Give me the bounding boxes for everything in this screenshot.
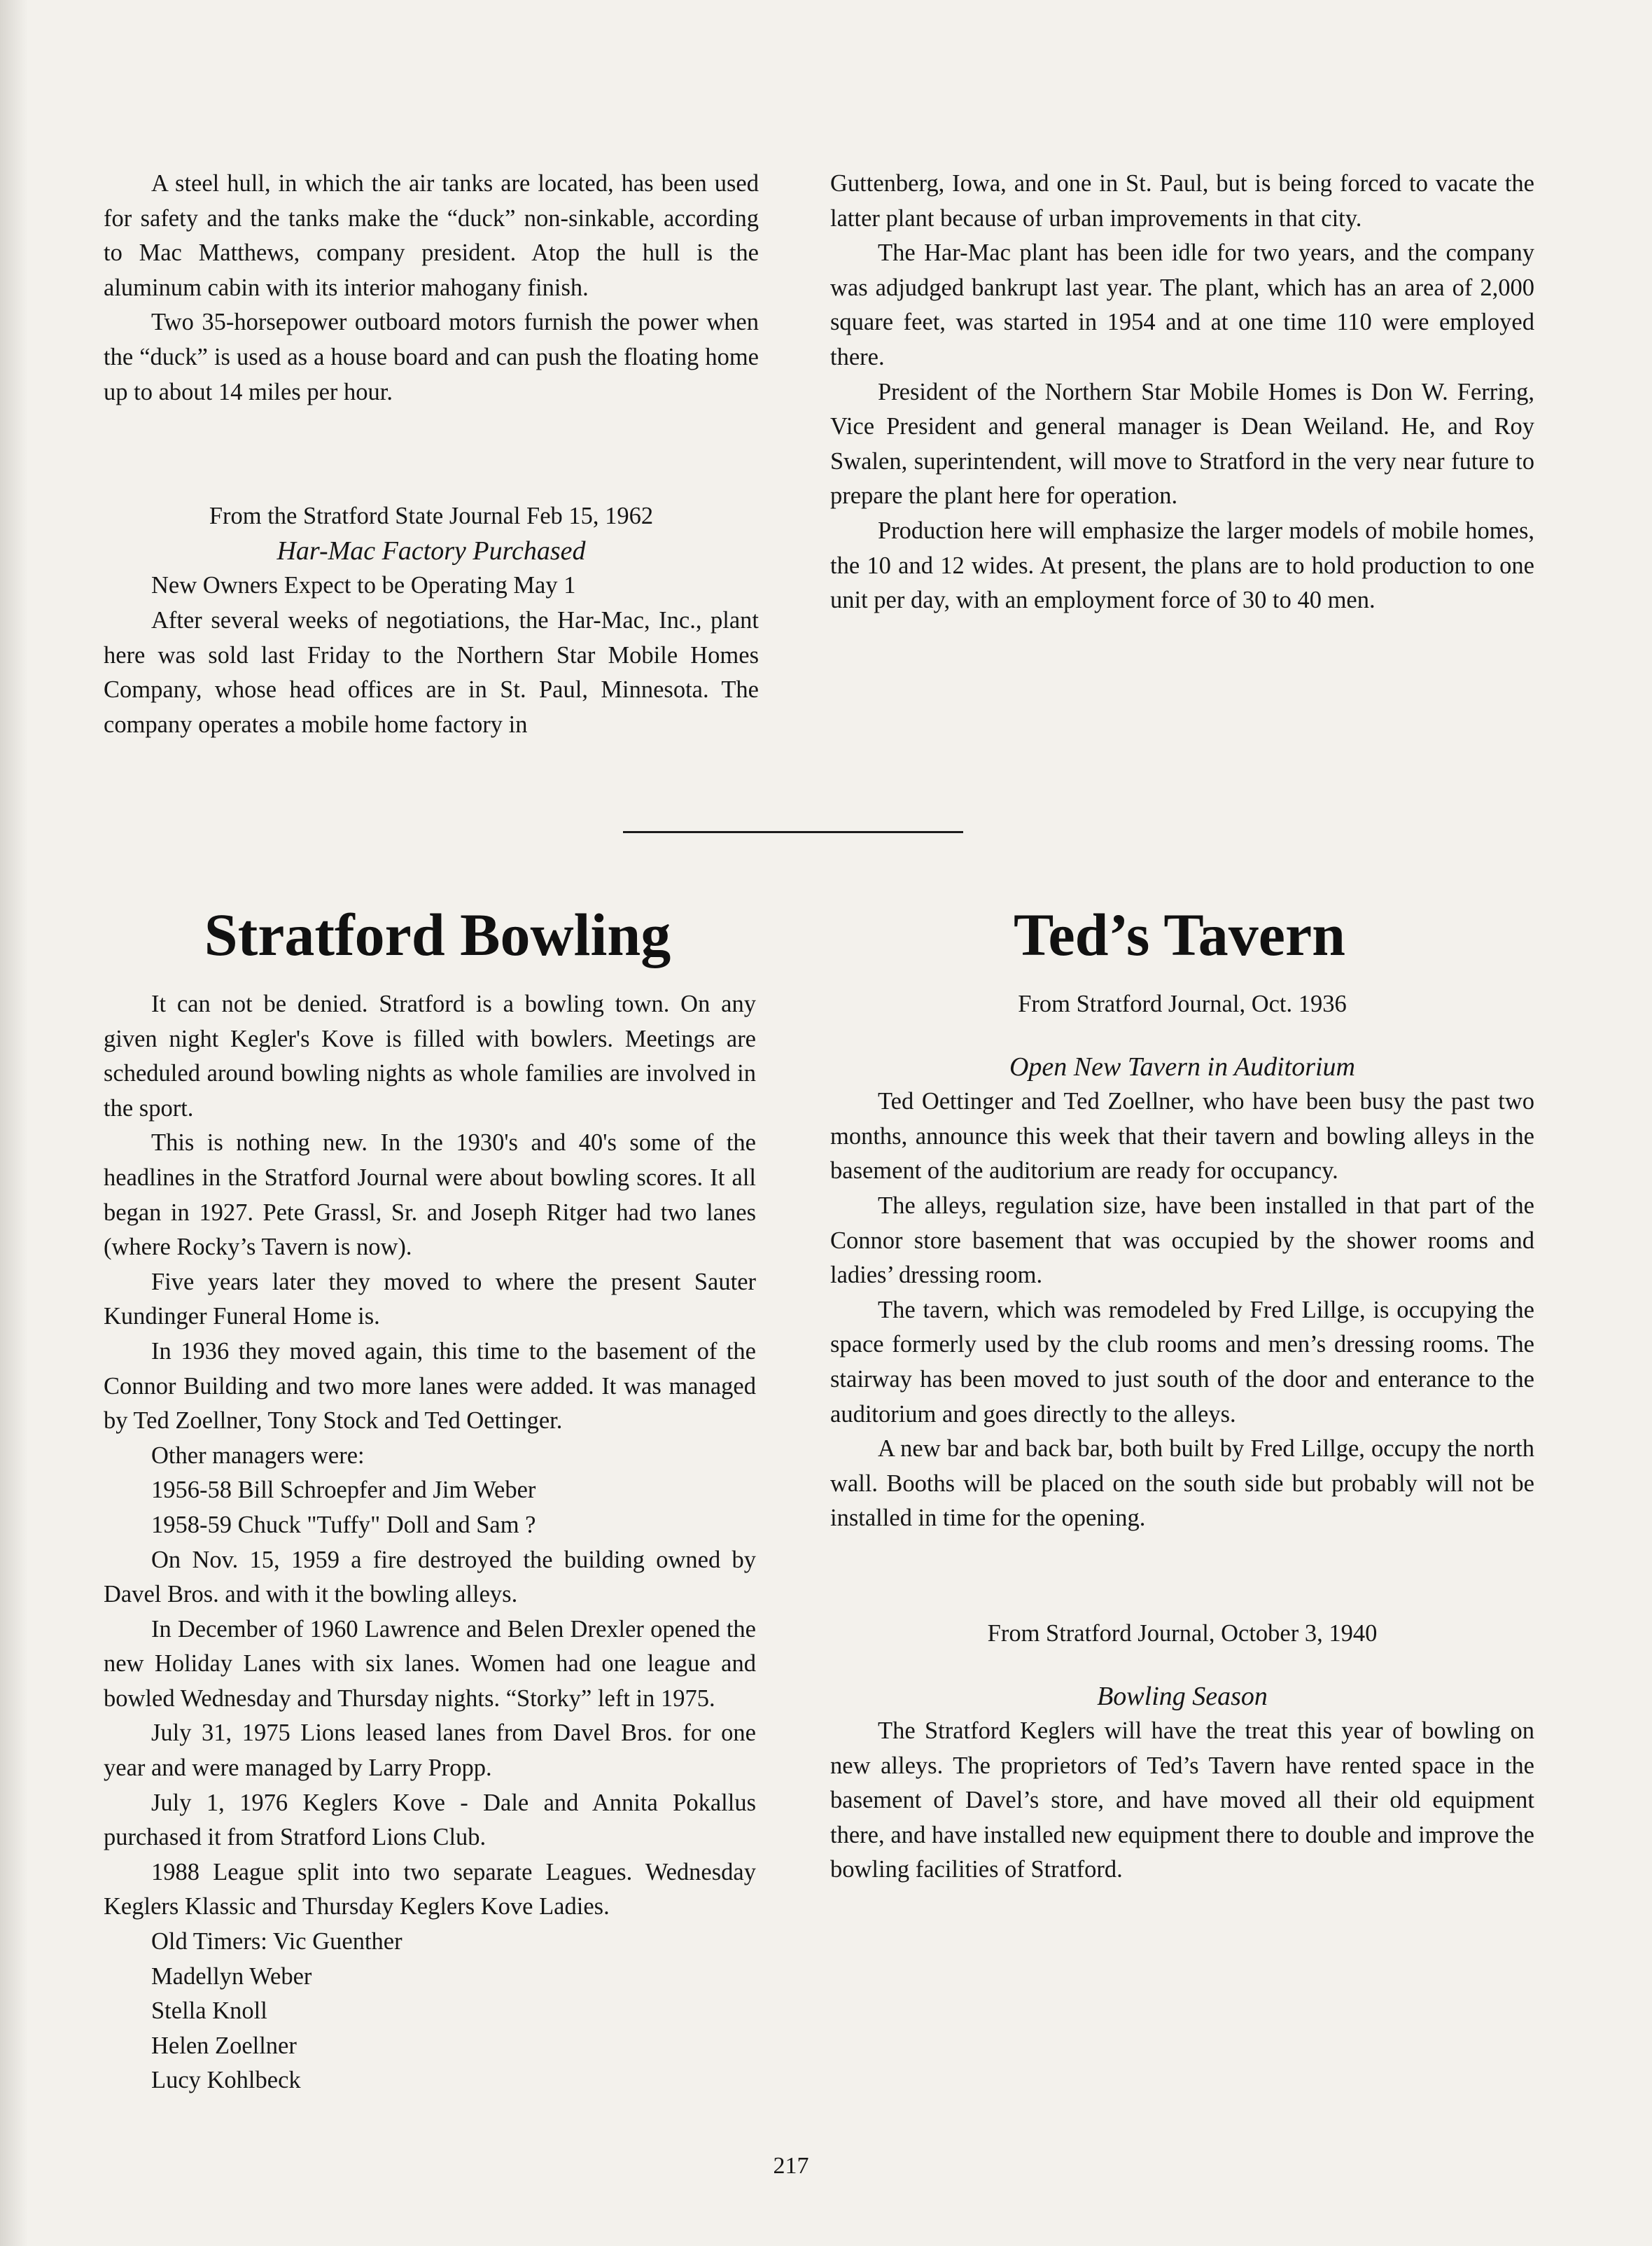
list-item: Helen Zoellner [151, 2032, 297, 2059]
article-headline: Open New Tavern in Auditorium [1009, 1052, 1356, 1082]
list-item: Other managers were: [151, 1442, 365, 1469]
paragraph: Two 35-horsepower outboard motors furnish the power when the “duck” is used as a house board and can push the floating home up to about 14 miles per hour. [104, 309, 759, 405]
list-item: 1958-59 Chuck "Tuffy" Doll and Sam ? [151, 1511, 536, 1538]
list-item: Stella Knoll [151, 1997, 267, 2025]
paragraph: In 1936 they moved again, this time to the basement of the Connor Building and two more lanes were added. It was managed by Ted Zoellner, Tony Stock and Ted Oettinger. [104, 1337, 756, 1435]
article-headline: Bowling Season [1097, 1681, 1268, 1711]
spacer [104, 410, 759, 499]
paragraph: 1988 League split into two separate Leagues. Wednesday Keglers Klassic and Thursday Keglers Kove Ladies. [104, 1858, 756, 1920]
paragraph: President of the Northern Star Mobile Homes is Don W. Ferring, Vice President and general manager is Dean Weiland. He, and Roy Swalen, superintendent, will move to Stratford in the very near future to prepare the plant here for operation. [830, 378, 1534, 510]
paragraph: The tavern, which was remodeled by Fred Lillge, is occupying the space formerly used by the club rooms and men’s dressing rooms. The stairway has been moved to just south of the door and enterance to the auditorium and goes directly to the alleys. [830, 1296, 1534, 1428]
paragraph: The Stratford Keglers will have the treat this year of bowling on new alleys. The proprietors of Ted’s Tavern have rented space in the basement of Davel’s store, and have moved all their old equipment there, and have installed new equipment there to double and improve the bowling facilities of Stratford. [830, 1717, 1534, 1883]
top-left-column [104, 167, 759, 742]
list-item: 1956-58 Bill Schroepfer and Jim Weber [151, 1477, 536, 1504]
list-item: Lucy Kohlbeck [151, 2067, 301, 2094]
article-source: From Stratford Journal, October 3, 1940 [987, 1619, 1378, 1647]
paragraph: Production here will emphasize the larger models of mobile homes, the 10 and 12 wides. At present, the plans are to hold production to one unit per day, with an employment force of 30 to 40 men. [830, 517, 1534, 614]
paragraph: It can not be denied. Stratford is a bowling town. On any given night Kegler's Kove is filled with bowlers. Meetings are scheduled around bowling nights as whole families are involved in the sport. [104, 991, 756, 1122]
paragraph: Five years later they moved to where the present Sauter Kundinger Funeral Home is. [104, 1268, 756, 1330]
paragraph: Guttenberg, Iowa, and one in St. Paul, but is being forced to vacate the latter plant because of urban improvements in that city. [830, 170, 1534, 232]
paragraph: After several weeks of negotiations, the Har-Mac, Inc., plant here was sold last Friday to the Northern Star Mobile Homes Company, whose head offices are in St. Paul, Minnesota. The company operates a mobile home factory in [104, 606, 759, 738]
paragraph: The Har-Mac plant has been idle for two years, and the company was adjudged bankrupt last year. The plant, which has an area of 2,000 square feet, was started in 1954 and at one time 110 were employed there. [830, 239, 1534, 370]
article-subhead: New Owners Expect to be Operating May 1 [151, 572, 576, 599]
paragraph: On Nov. 15, 1959 a fire destroyed the building owned by Davel Bros. and with it the bowling alleys. [104, 1546, 756, 1608]
article-source: From Stratford Journal, Oct. 1936 [1018, 991, 1347, 1017]
paragraph: July 31, 1975 Lions leased lanes from Davel Bros. for one year and were managed by Larry Propp. [104, 1720, 756, 1782]
section-divider [623, 831, 963, 833]
paragraph: A steel hull, in which the air tanks are located, has been used for safety and the tanks make the “duck” non-sinkable, according to Mac Matthews, company president. Atop the hull is the aluminum cabin with its interior mahogany finish. [104, 170, 759, 301]
tavern-article [830, 987, 1534, 1888]
page-number: 217 [773, 2153, 809, 2179]
list-item: Old Timers: Vic Guenther [151, 1928, 402, 1955]
article-source: From the Stratford State Journal Feb 15, 1962 [209, 503, 654, 530]
section-heading-teds-tavern: Ted’s Tavern [1014, 901, 1345, 968]
paragraph: This is nothing new. In the 1930's and 40's some of the headlines in the Stratford Journal were about bowling scores. It all began in 1927. Pete Grassl, Sr. and Joseph Ritger had two lanes (where Rocky’s Tavern is now). [104, 1129, 756, 1261]
spacer [830, 1652, 1534, 1680]
paragraph: A new bar and back bar, both built by Fred Lillge, occupy the north wall. Booths will be placed on the south side but probably will not be installed in time for the opening. [830, 1435, 1534, 1532]
spacer [830, 1022, 1534, 1050]
bowling-article [104, 987, 756, 2098]
paragraph: Ted Oettinger and Ted Zoellner, who have been busy the past two months, announce this week that their tavern and bowling alleys in the basement of the auditorium are ready for occupancy. [830, 1088, 1534, 1185]
page-edge-shadow [0, 0, 28, 2246]
paragraph: July 1, 1976 Keglers Kove - Dale and Annita Pokallus purchased it from Stratford Lions Club. [104, 1789, 756, 1851]
paragraph: In December of 1960 Lawrence and Belen Drexler opened the new Holiday Lanes with six lanes. Women had one league and bowled Wednesday and Thursday nights. “Storky” left in 1975. [104, 1615, 756, 1712]
section-heading-stratford-bowling: Stratford Bowling [204, 901, 671, 968]
paragraph: The alleys, regulation size, have been installed in that part of the Connor store basement that was occupied by the shower rooms and ladies’ dressing room. [830, 1192, 1534, 1289]
spacer [830, 1536, 1534, 1617]
top-right-column [830, 167, 1534, 618]
article-headline: Har-Mac Factory Purchased [276, 536, 586, 566]
list-item: Madellyn Weber [151, 1962, 312, 1990]
